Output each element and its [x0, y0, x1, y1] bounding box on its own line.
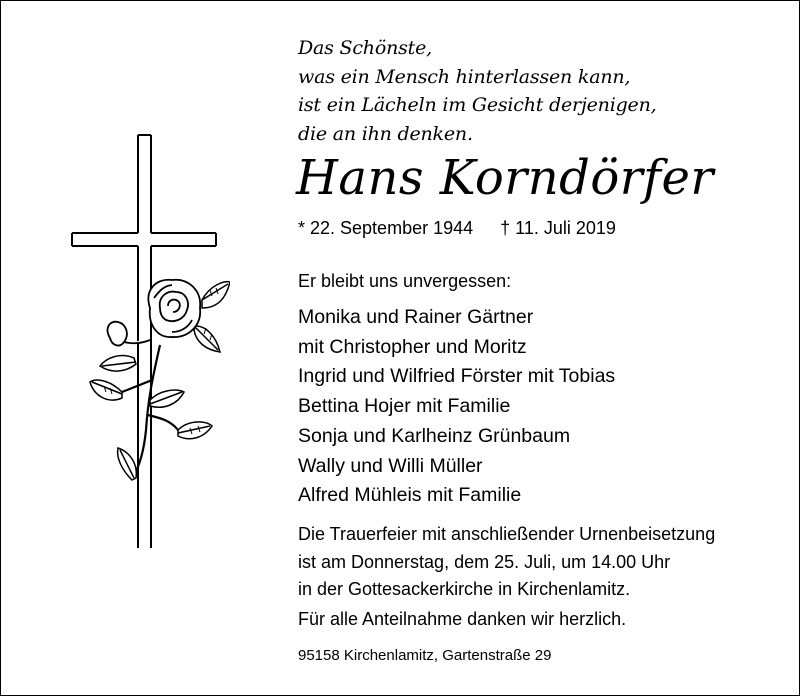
mourner-line: Alfred Mühleis mit Familie: [298, 484, 522, 507]
mourner-line: Sonja und Karlheinz Grünbaum: [298, 424, 571, 447]
poem: [298, 34, 656, 148]
poem-line: ist ein Lächeln im Gesicht derjenigen,: [298, 94, 657, 116]
birth-date: * 22. September 1944: [298, 218, 474, 238]
service-line: ist am Donnerstag, dem 25. Juli, um 14.00 Uhr: [298, 551, 671, 572]
mourner-line: Wally und Willi Müller: [298, 454, 483, 477]
mourner-line: Monika und Rainer Gärtner: [298, 306, 534, 328]
poem-line: was ein Mensch hinterlassen kann,: [298, 65, 631, 88]
mourner-line: mit Christopher und Moritz: [298, 335, 527, 358]
poem-line: Das Schönste,: [298, 37, 432, 59]
mourner-line: Ingrid und Wilfried Förster mit Tobias: [298, 365, 616, 388]
death-date: † 11. Juli 2019: [500, 218, 616, 238]
deceased-name: Hans Korndörfer: [296, 150, 714, 206]
service-line: in der Gottesackerkirche in Kirchenlamitz.: [298, 579, 631, 599]
intro-line: Er bleibt uns unvergessen:: [298, 271, 512, 291]
poem-line: die an ihn denken.: [298, 122, 473, 145]
cross-with-rose-icon: [60, 130, 230, 550]
service-info: [298, 521, 715, 604]
service-line: Die Trauerfeier mit anschließender Urnenbeisetzung: [298, 524, 716, 544]
address-line: 95158 Kirchenlamitz, Gartenstraße 29: [298, 647, 552, 664]
life-dates: [298, 218, 616, 239]
mourners-list: [298, 303, 615, 511]
mourner-line: Bettina Hojer mit Familie: [298, 395, 511, 418]
thanks-line: Für alle Anteilnahme danken wir herzlich.: [298, 609, 627, 629]
